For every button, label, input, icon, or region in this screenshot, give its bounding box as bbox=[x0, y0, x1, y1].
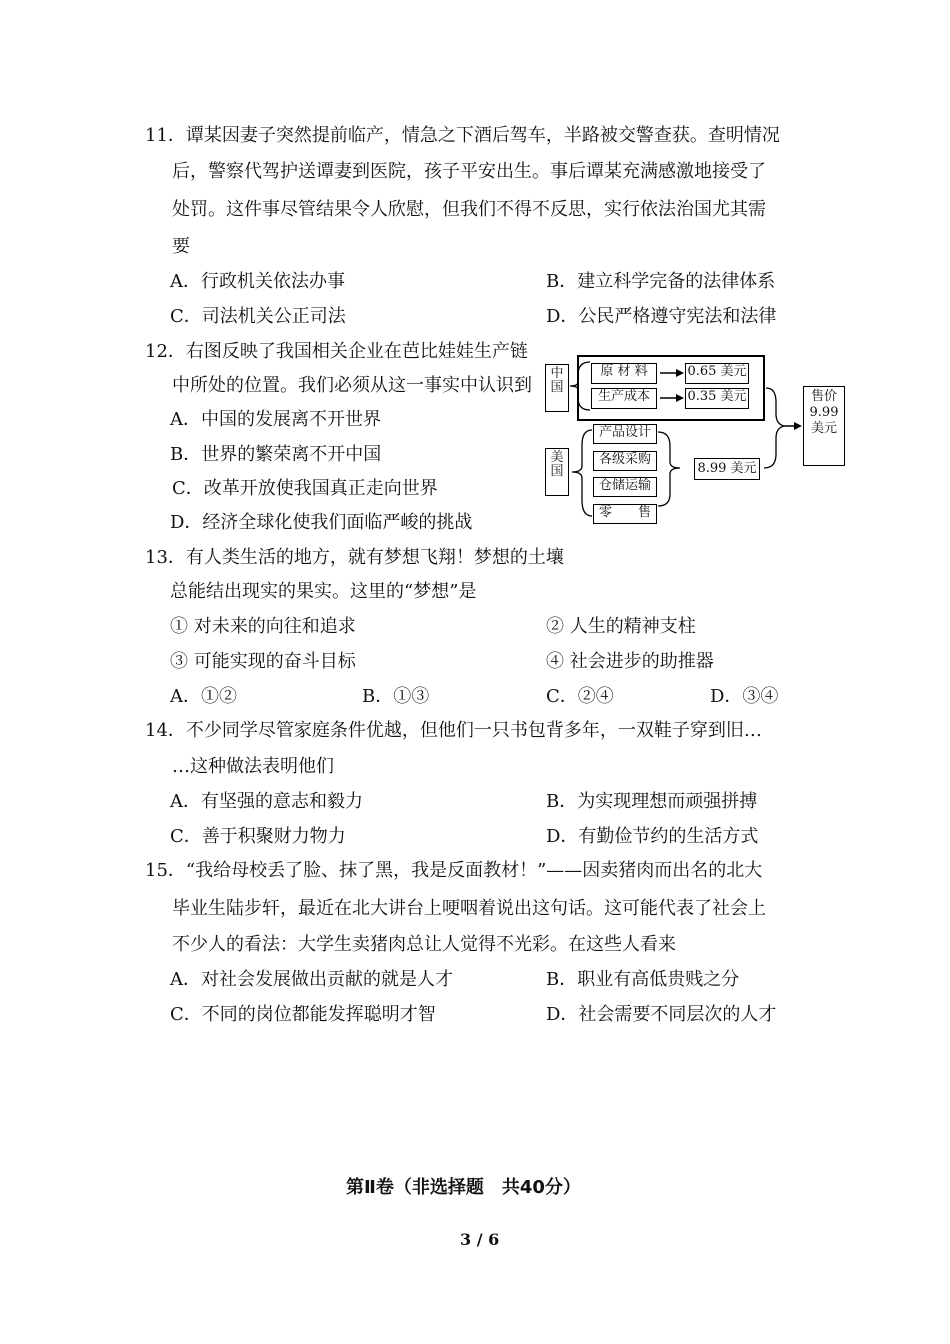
q12-option-c: C．改革开放使我国真正走向世界 bbox=[172, 478, 438, 499]
q14-option-d: D．有勤俭节约的生活方式 bbox=[546, 826, 759, 847]
q11-stem-line3: 处罚。这件事尽管结果令人欣慰，但我们不得不反思，实行依法治国尤其需 bbox=[172, 199, 766, 220]
us-total-box bbox=[694, 458, 760, 480]
production-label: 生产成本 bbox=[597, 389, 650, 404]
price-line2: 9.99 bbox=[809, 405, 839, 420]
design-box bbox=[593, 424, 657, 444]
q13-option-a: A．①② bbox=[170, 686, 237, 707]
q11-option-b: B．建立科学完备的法律体系 bbox=[546, 271, 776, 292]
cost2-label: 0.35 美元 bbox=[687, 389, 747, 404]
q13-option-b: B．①③ bbox=[362, 686, 430, 707]
usa-label: 美国 bbox=[550, 450, 564, 479]
q15-stem-line2: 毕业生陆步轩，最近在北大讲台上哽咽着说出这句话。这可能代表了社会上 bbox=[172, 898, 766, 919]
us-total-label: 8.99 美元 bbox=[697, 461, 757, 476]
china-label-box bbox=[545, 364, 569, 412]
q13-item-1: ① 对未来的向往和追求 bbox=[170, 616, 356, 637]
q15-option-d: D．社会需要不同层次的人才 bbox=[546, 1004, 777, 1025]
q13-option-c: C．②④ bbox=[546, 686, 614, 707]
q11-option-d: D．公民严格遵守宪法和法律 bbox=[546, 306, 777, 327]
q15-stem-line1: 15．“我给母校丢了脸、抹了黑，我是反面教材！”——因卖猪肉而出名的北大 bbox=[145, 860, 763, 881]
q13-stem-line1: 13．有人类生活的地方，就有梦想飞翔！梦想的土壤 bbox=[145, 547, 564, 568]
price-box bbox=[803, 386, 845, 466]
q13-stem-line2: 总能结出现实的果实。这里的“梦想”是 bbox=[170, 581, 477, 602]
china-label: 中国 bbox=[550, 366, 564, 395]
q12-stem-line2: 中所处的位置。我们必须从这一事实中认识到 bbox=[172, 375, 532, 396]
q14-option-c: C．善于积聚财力物力 bbox=[170, 826, 346, 847]
q15-stem-line3: 不少人的看法：大学生卖猪肉总让人觉得不光彩。在这些人看来 bbox=[172, 934, 676, 955]
q11-option-a: A．行政机关依法办事 bbox=[170, 271, 345, 292]
section-title: 第Ⅱ卷（非选择题 共40分） bbox=[346, 1177, 581, 1198]
procurement-label: 各级采购 bbox=[598, 452, 651, 467]
procurement-box bbox=[593, 451, 657, 471]
arrowhead-production bbox=[676, 394, 684, 402]
arrowhead-total bbox=[794, 422, 802, 430]
q13-option-d: D．③④ bbox=[710, 686, 779, 707]
q14-option-a: A．有坚强的意志和毅力 bbox=[170, 791, 363, 812]
materials-label: 原 材 料 bbox=[600, 364, 648, 379]
q13-item-4: ④ 社会进步的助推器 bbox=[546, 651, 714, 672]
usa-right-brace bbox=[658, 432, 680, 506]
q13-item-2: ② 人生的精神支柱 bbox=[546, 616, 696, 637]
q14-stem-line2: …这种做法表明他们 bbox=[172, 756, 334, 777]
price-line1: 售价 bbox=[810, 389, 837, 404]
design-label: 产品设计 bbox=[598, 425, 651, 440]
q12-option-a: A．中国的发展离不开世界 bbox=[170, 409, 381, 430]
usa-brace bbox=[572, 430, 592, 516]
q15-option-b: B．职业有高低贵贱之分 bbox=[546, 969, 740, 990]
storage-box bbox=[593, 477, 657, 497]
production-box bbox=[591, 388, 657, 409]
q11-stem-line1: 11．谭某因妻子突然提前临产，情急之下酒后驾车，半路被交警查获。查明情况 bbox=[145, 125, 780, 146]
cost1-label: 0.65 美元 bbox=[687, 364, 747, 379]
q11-stem-line2: 后，警察代驾护送谭妻到医院，孩子平安出生。事后谭某充满感激地接受了 bbox=[172, 161, 766, 182]
q12-stem-line1: 12．右图反映了我国相关企业在芭比娃娃生产链 bbox=[145, 341, 528, 362]
page-number: 3 / 6 bbox=[460, 1230, 500, 1249]
q14-option-b: B．为实现理想而顽强拼搏 bbox=[546, 791, 758, 812]
storage-label: 仓储运输 bbox=[598, 478, 651, 493]
q11-option-c: C．司法机关公正司法 bbox=[170, 306, 346, 327]
q14-stem-line1: 14．不少同学尽管家庭条件优越，但他们一只书包背多年，一双鞋子穿到旧… bbox=[145, 720, 762, 741]
q15-option-a: A．对社会发展做出贡献的就是人才 bbox=[170, 969, 453, 990]
retail-label: 零 售 bbox=[598, 505, 651, 520]
retail-box bbox=[593, 504, 657, 524]
total-brace bbox=[764, 388, 784, 468]
q13-item-3: ③ 可能实现的奋斗目标 bbox=[170, 651, 356, 672]
q12-option-b: B．世界的繁荣离不开中国 bbox=[170, 444, 382, 465]
materials-box bbox=[591, 363, 657, 384]
cost1-box bbox=[685, 363, 749, 384]
q11-stem-line4: 要 bbox=[172, 236, 190, 257]
china-brace bbox=[570, 362, 590, 410]
price-line3: 美元 bbox=[810, 421, 837, 436]
usa-label-box bbox=[545, 448, 569, 496]
q15-option-c: C．不同的岗位都能发挥聪明才智 bbox=[170, 1004, 436, 1025]
q12-option-d: D．经济全球化使我们面临严峻的挑战 bbox=[170, 512, 473, 533]
arrowhead-materials bbox=[676, 369, 684, 377]
cost2-box bbox=[685, 388, 749, 409]
